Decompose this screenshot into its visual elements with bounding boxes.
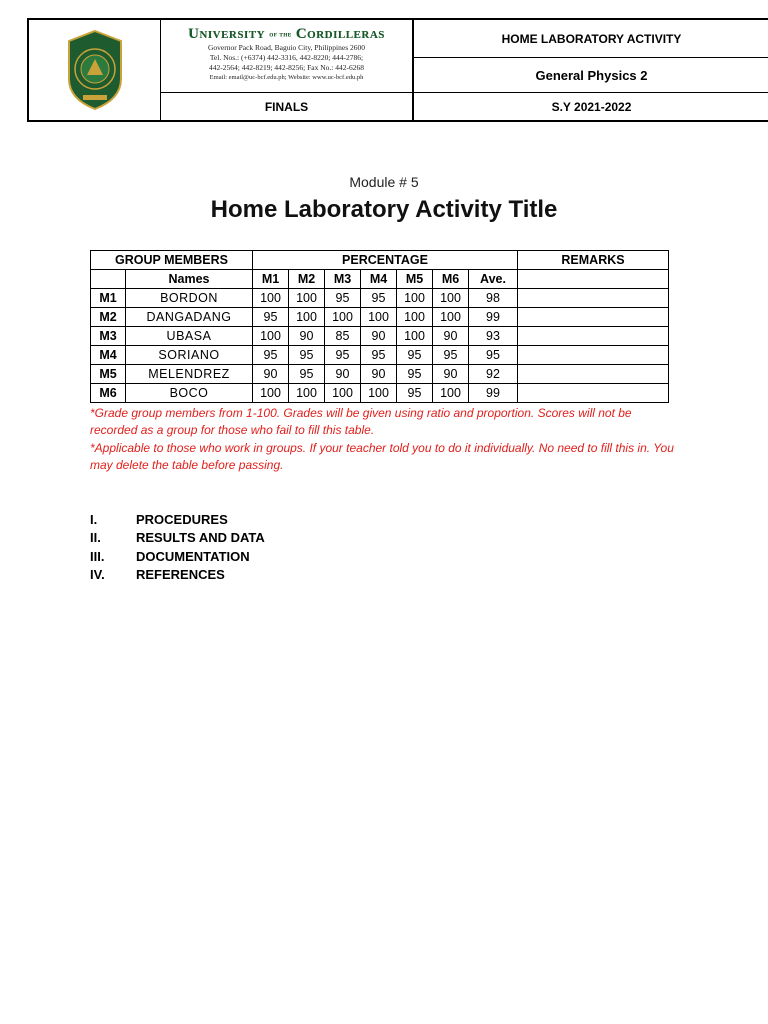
- member-average: 98: [469, 289, 518, 308]
- table-row: [91, 327, 669, 346]
- member-score: 95: [325, 289, 361, 308]
- university-email-line: Email: email@uc-bcf.edu.ph; Website: www.uc-bcf.edu.ph: [209, 74, 364, 81]
- member-score: 90: [361, 365, 397, 384]
- member-score: 85: [325, 327, 361, 346]
- member-remarks: [518, 308, 669, 327]
- subject-name: General Physics 2: [414, 58, 768, 93]
- member-name: UBASA: [126, 327, 253, 346]
- member-score: 95: [253, 346, 289, 365]
- member-name: DANGADANG: [126, 308, 253, 327]
- member-score: 95: [397, 384, 433, 403]
- col-m6: M6: [433, 270, 469, 289]
- member-id: M5: [91, 365, 126, 384]
- member-remarks: [518, 346, 669, 365]
- member-average: 95: [469, 346, 518, 365]
- member-name: BORDON: [126, 289, 253, 308]
- member-id: M1: [91, 289, 126, 308]
- document-header: [27, 18, 768, 122]
- member-remarks: [518, 384, 669, 403]
- header-blank: [91, 270, 126, 289]
- outline-item: III. DOCUMENTATION: [90, 548, 250, 564]
- university-address: Governor Pack Road, Baguio City, Philippines 2600: [207, 43, 365, 52]
- member-score: 100: [361, 308, 397, 327]
- note-grading: *Grade group members from 1-100. Grades will be given using ratio and proportion. Scores will not be recorded as a group for those who fail to fill this table.: [90, 406, 632, 437]
- member-score: 100: [433, 384, 469, 403]
- member-id: M2: [91, 308, 126, 327]
- university-info: [161, 20, 414, 93]
- member-score: 100: [361, 384, 397, 403]
- member-score: 100: [289, 289, 325, 308]
- member-score: 100: [433, 289, 469, 308]
- university-tel-line-2: 442-2564; 442-8219; 442-8256; Fax No.: 442-6268: [209, 63, 364, 72]
- col-remarks-blank: [518, 270, 669, 289]
- member-name: MELENDREZ: [126, 365, 253, 384]
- logo-cell: [29, 20, 161, 120]
- member-average: 99: [469, 384, 518, 403]
- col-m5: M5: [397, 270, 433, 289]
- member-id: M3: [91, 327, 126, 346]
- member-score: 90: [253, 365, 289, 384]
- member-score: 95: [433, 346, 469, 365]
- member-score: 95: [397, 346, 433, 365]
- activity-type: HOME LABORATORY ACTIVITY: [414, 20, 768, 58]
- member-score: 90: [433, 327, 469, 346]
- member-score: 95: [289, 346, 325, 365]
- member-score: 100: [253, 384, 289, 403]
- member-score: 90: [361, 327, 397, 346]
- member-score: 95: [397, 365, 433, 384]
- header-remarks: REMARKS: [518, 251, 669, 270]
- member-score: 100: [325, 308, 361, 327]
- header-group-members: GROUP MEMBERS: [91, 251, 253, 270]
- outline-item: IV. REFERENCES: [90, 567, 225, 583]
- member-score: 90: [289, 327, 325, 346]
- col-m3: M3: [325, 270, 361, 289]
- member-name: BOCO: [126, 384, 253, 403]
- module-label: Module # 5: [349, 174, 419, 190]
- school-year: S.Y 2021-2022: [551, 99, 632, 114]
- member-remarks: [518, 365, 669, 384]
- university-name: University of the Cordilleras: [188, 26, 385, 42]
- member-id: M4: [91, 346, 126, 365]
- exam-period: FINALS: [161, 93, 414, 120]
- col-m1: M1: [253, 270, 289, 289]
- member-score: 100: [325, 384, 361, 403]
- member-score: 100: [397, 327, 433, 346]
- member-score: 100: [253, 327, 289, 346]
- col-m2: M2: [289, 270, 325, 289]
- member-remarks: [518, 289, 669, 308]
- member-score: 100: [433, 308, 469, 327]
- table-row: [91, 384, 669, 403]
- section-outline: [90, 510, 265, 584]
- member-average: 92: [469, 365, 518, 384]
- member-name: SORIANO: [126, 346, 253, 365]
- member-score: 95: [325, 346, 361, 365]
- member-score: 100: [253, 289, 289, 308]
- member-score: 90: [325, 365, 361, 384]
- member-score: 90: [433, 365, 469, 384]
- outline-item: II. RESULTS AND DATA: [90, 530, 265, 546]
- outline-item: I. PROCEDURES: [90, 511, 228, 527]
- member-score: 100: [289, 308, 325, 327]
- member-score: 95: [361, 346, 397, 365]
- header-percentage: PERCENTAGE: [253, 251, 518, 270]
- page-title: Home Laboratory Activity Title: [210, 196, 558, 223]
- table-row: [91, 365, 669, 384]
- table-row: [91, 346, 669, 365]
- table-row: [91, 289, 669, 308]
- member-id: M6: [91, 384, 126, 403]
- member-score: 100: [397, 308, 433, 327]
- member-score: 100: [397, 289, 433, 308]
- member-score: 95: [289, 365, 325, 384]
- university-seal-icon: [65, 29, 125, 111]
- member-score: 95: [253, 308, 289, 327]
- grades-table: [90, 250, 669, 403]
- member-remarks: [518, 327, 669, 346]
- member-score: 95: [361, 289, 397, 308]
- col-names: Names: [126, 270, 253, 289]
- col-m4: M4: [361, 270, 397, 289]
- member-average: 99: [469, 308, 518, 327]
- col-ave: Ave.: [469, 270, 518, 289]
- member-average: 93: [469, 327, 518, 346]
- member-score: 100: [289, 384, 325, 403]
- table-row: [91, 308, 669, 327]
- university-tel-line-1: Tel. Nos.: (+6374) 442-3316, 442-8220; 444-2786;: [209, 53, 364, 62]
- note-group-applicability: *Applicable to those who work in groups. If your teacher told you to do it individually. No need to fill this in. You may delete the table before passing.: [90, 441, 674, 472]
